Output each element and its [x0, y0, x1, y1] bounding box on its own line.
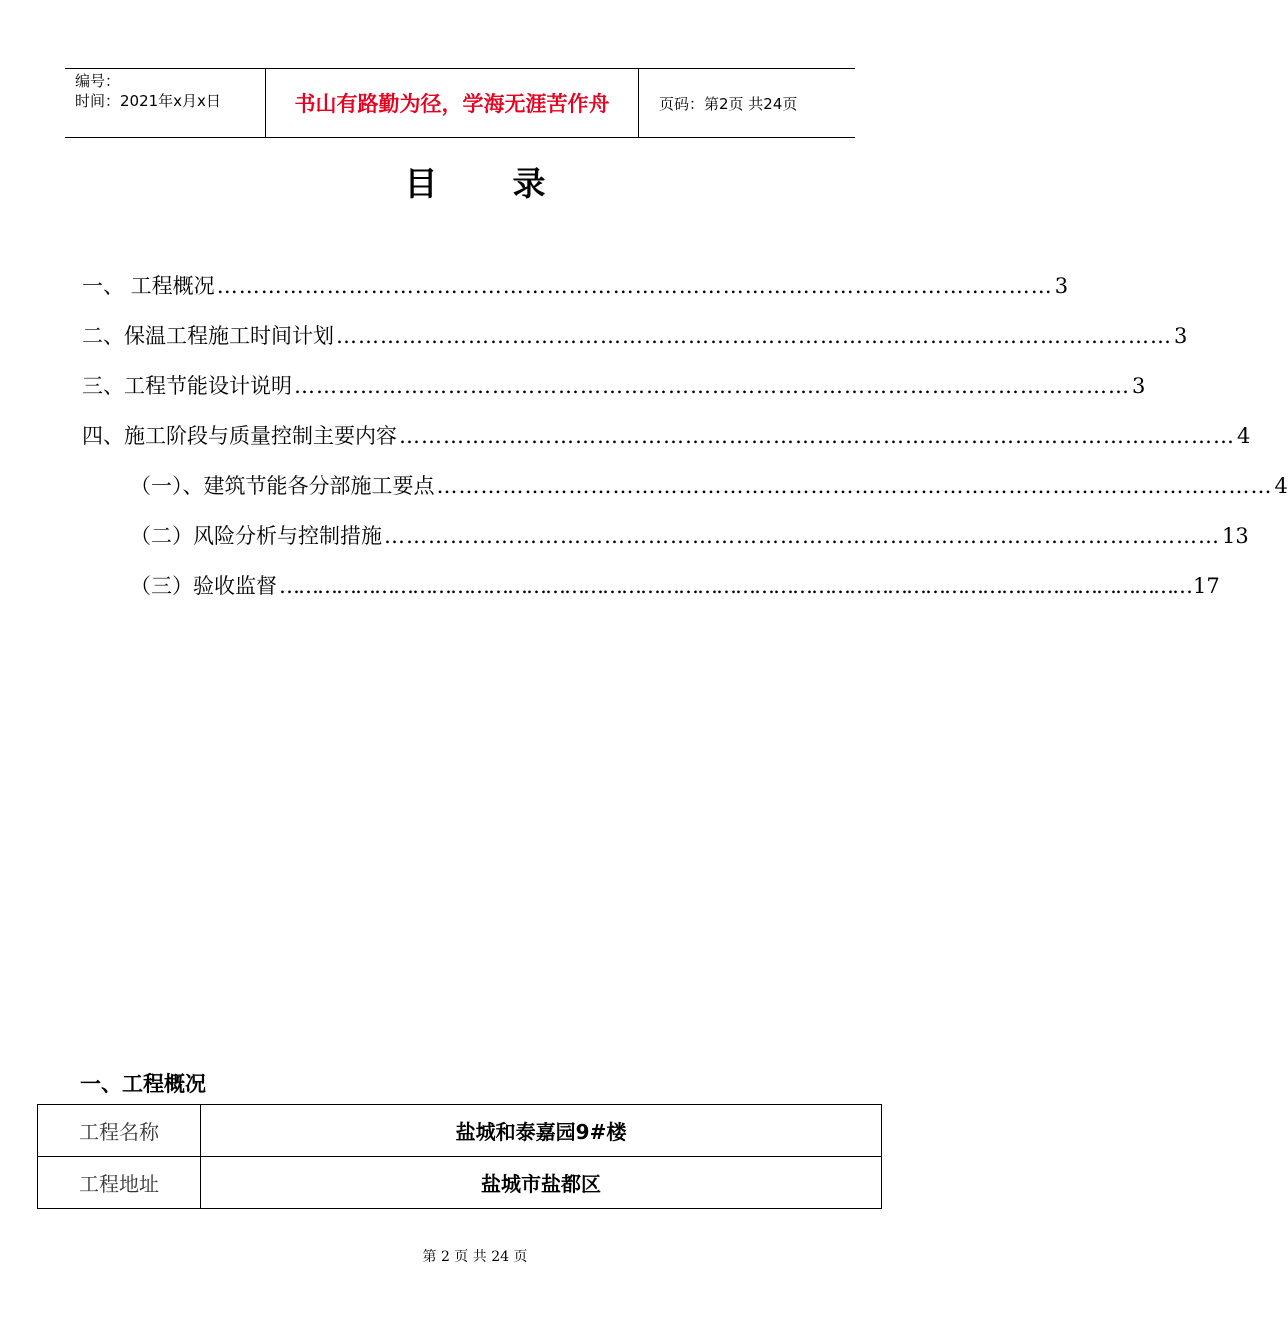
toc-entry-leader: ……………………………………………………………………………………………………	[384, 524, 1220, 548]
toc-entry-2[interactable]	[82, 320, 1188, 350]
page-header	[65, 68, 855, 138]
toc-title: 目录	[404, 164, 621, 203]
table-row	[38, 1157, 882, 1209]
toc-entry-page: 13	[1222, 524, 1249, 548]
header-date: 时间：2021年x月x日	[75, 92, 221, 110]
header-page-info	[649, 69, 854, 137]
toc-entry-4-3[interactable]	[130, 570, 1220, 600]
toc-entry-leader: ……………………………………………………………………………………………………	[399, 424, 1235, 448]
table-row	[38, 1105, 882, 1157]
toc-entry-text: 二、保温工程施工时间计划	[82, 324, 334, 348]
toc-entry-text: （一）、建筑节能各分部施工要点	[130, 474, 435, 498]
table-value-cell: 盐城市盐都区	[201, 1157, 882, 1209]
toc-entry-leader: ……………………………………………………………………………………………………	[216, 274, 1053, 298]
toc-entry-leader: ……………………………………………………………………………………………………	[436, 474, 1273, 498]
header-motto: 书山有路勤为径，学海无涯苦作舟	[266, 69, 639, 137]
toc-entry-1[interactable]	[82, 270, 1069, 300]
toc-entry-text: 四、施工阶段与质量控制主要内容	[82, 424, 397, 448]
toc-entry-text: （二）风险分析与控制措施	[130, 524, 382, 548]
toc-entry-4-1[interactable]	[130, 470, 1288, 500]
toc-entry-page: 4	[1237, 424, 1251, 448]
toc-entry-3[interactable]	[82, 370, 1146, 400]
toc-entry-text: 一、 工程概况	[82, 274, 215, 298]
table-key-cell: 工程名称	[38, 1105, 201, 1157]
toc-entry-page: 3	[1132, 374, 1146, 398]
toc-entry-leader: ………………………………………………………………………………………………………………………………	[279, 574, 1191, 598]
toc-entry-page: 4	[1274, 474, 1288, 498]
table-value-cell: 盐城和泰嘉园9#楼	[201, 1105, 882, 1157]
header-page-info-text: 页码：第2页 共24页	[659, 94, 798, 113]
header-meta	[65, 69, 266, 137]
toc-entry-page: 3	[1054, 274, 1069, 298]
header-number: 编号：	[75, 72, 121, 90]
page-footer: 第 2 页 共 24 页	[422, 1249, 528, 1265]
section-heading: 一、工程概况	[80, 1072, 206, 1096]
toc-entry-4[interactable]	[82, 420, 1251, 450]
toc-entry-4-2[interactable]	[130, 520, 1249, 550]
toc-entry-page: 17	[1193, 574, 1220, 598]
project-info-table	[37, 1104, 882, 1209]
toc-entry-leader: ……………………………………………………………………………………………………	[336, 324, 1172, 348]
toc-entry-text: （三）验收监督	[130, 574, 277, 598]
toc-entry-page: 3	[1174, 324, 1188, 348]
toc-entry-leader: ……………………………………………………………………………………………………	[294, 374, 1130, 398]
toc-entry-text: 三、工程节能设计说明	[82, 374, 292, 398]
table-key-cell: 工程地址	[38, 1157, 201, 1209]
